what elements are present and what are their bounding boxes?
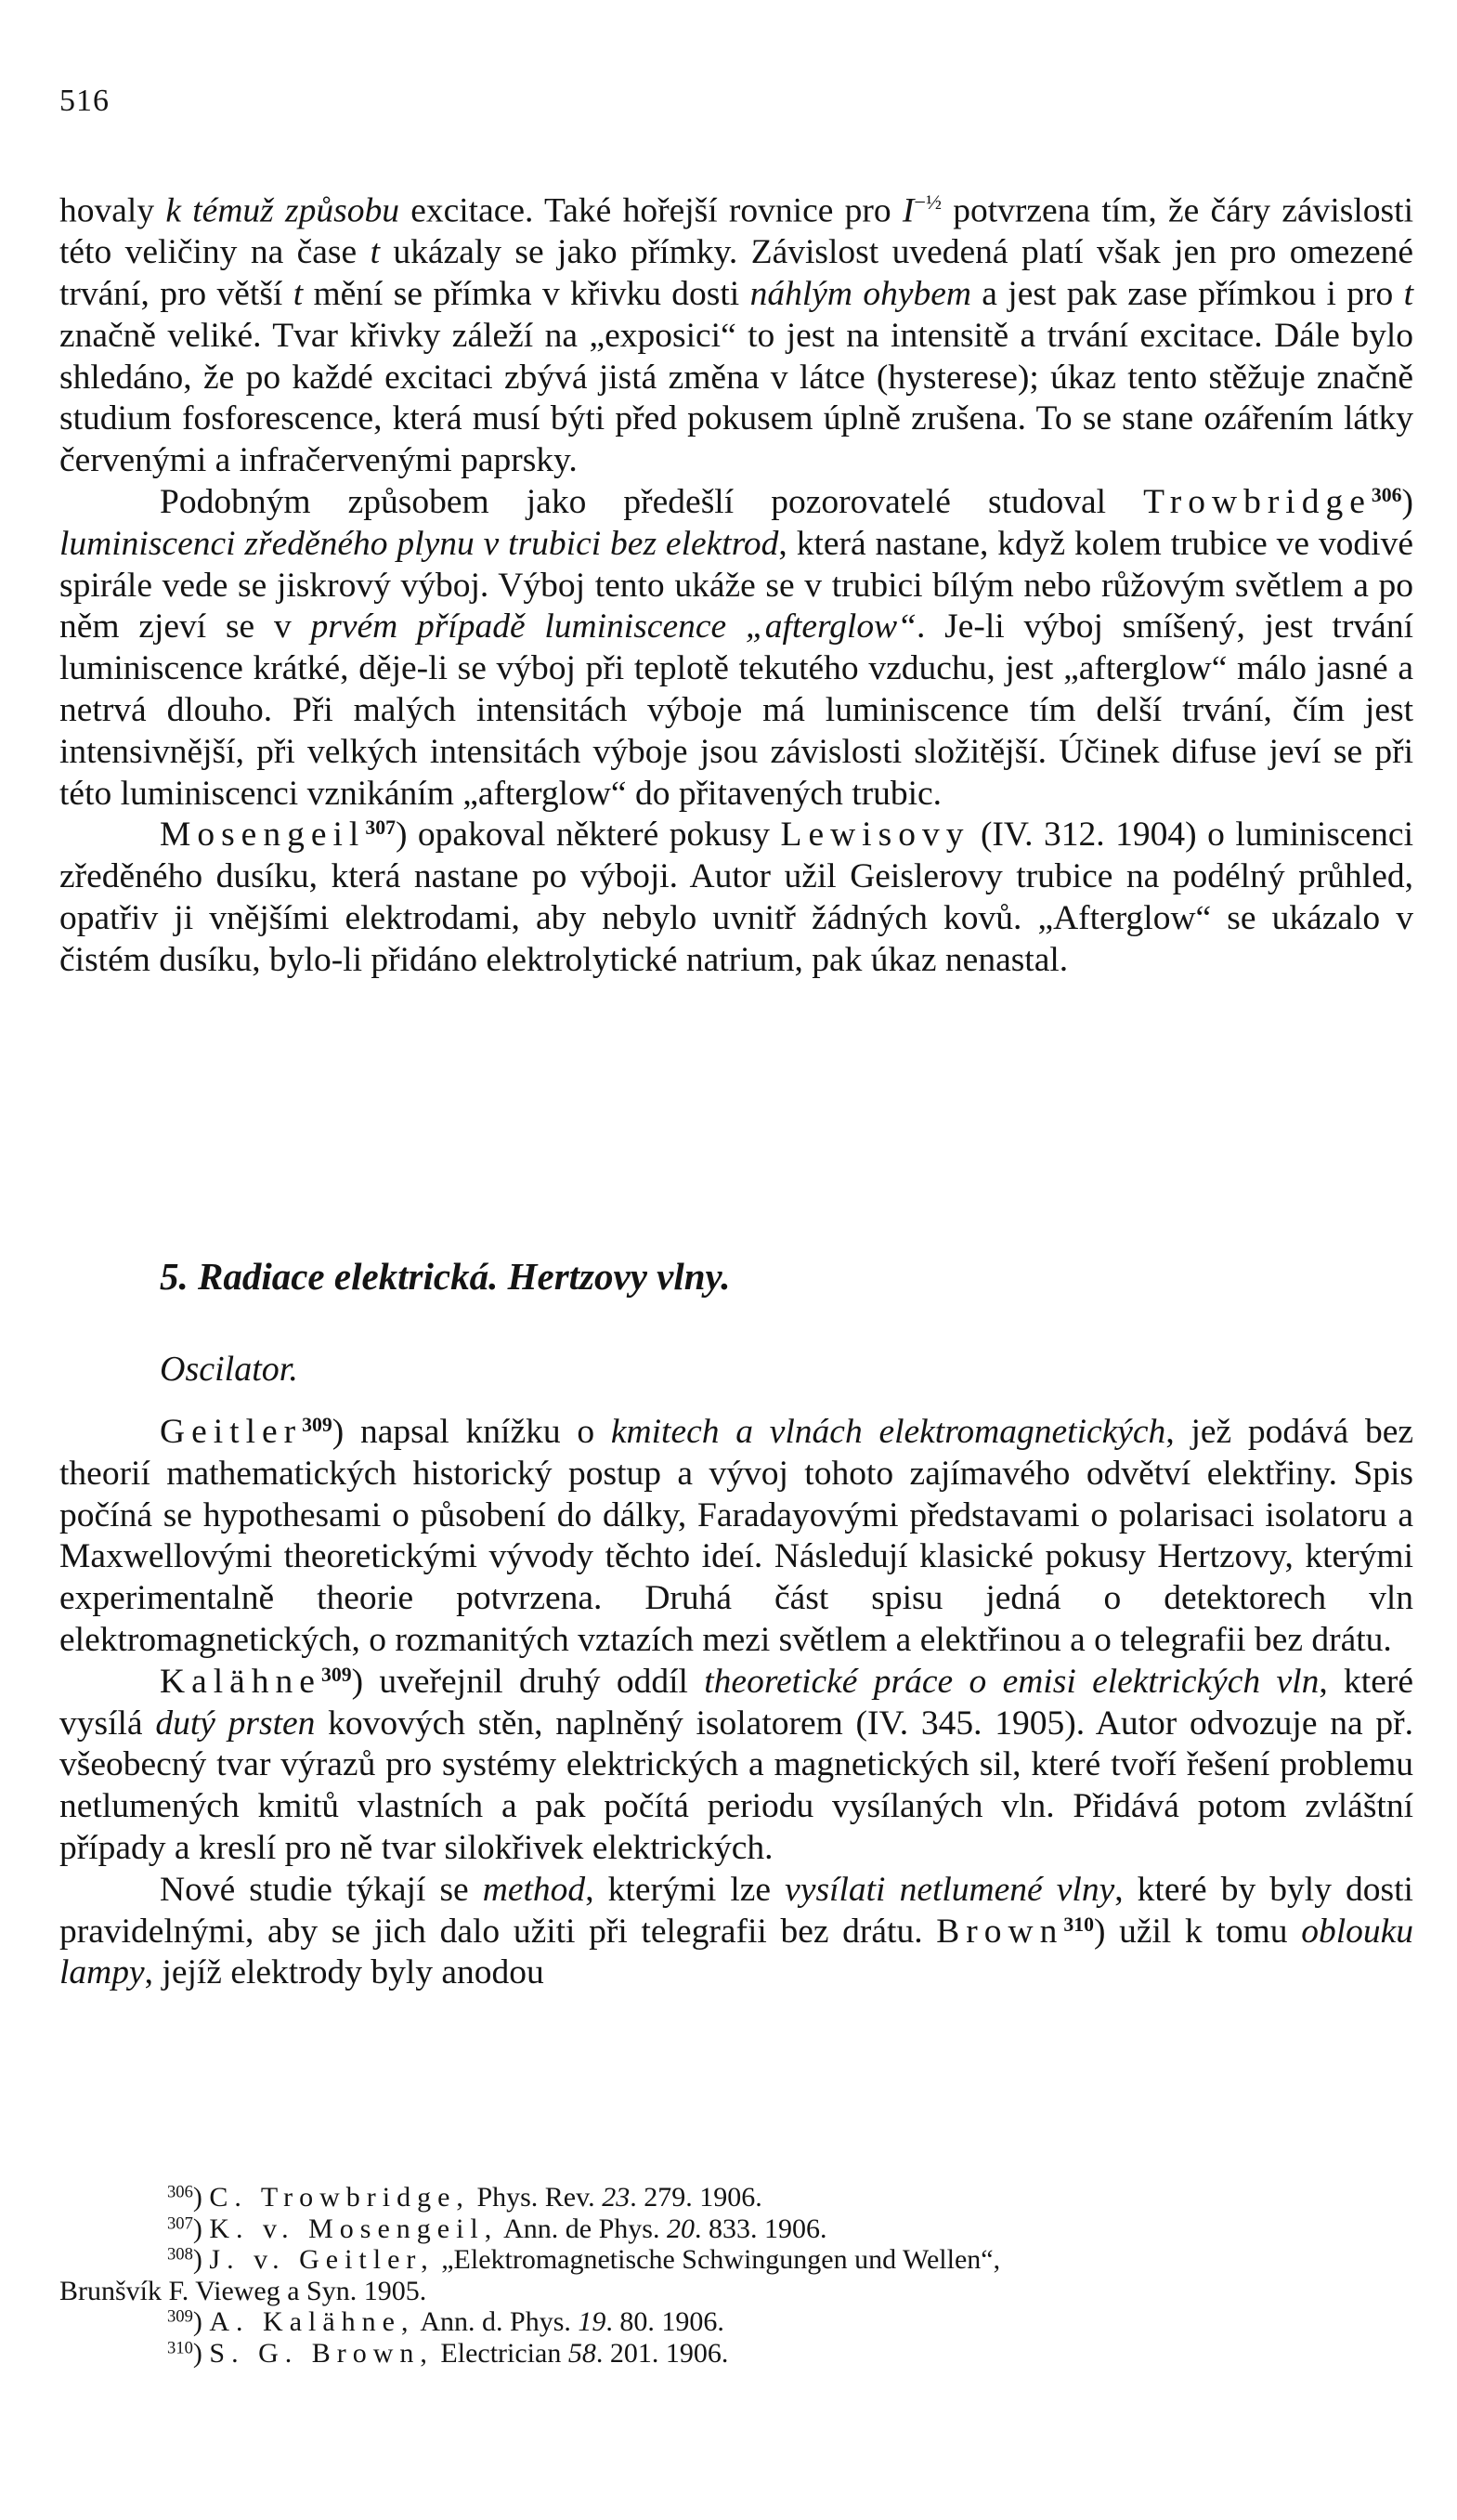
footnote-ref: 310 — [1063, 1913, 1094, 1936]
paragraph-trowbridge: Podobným způsobem jako předešlí pozorovatelé studoval Trowbridge$^{306}$) luminiscenci zředěného plynu v trubici bez elektrod, která nastane, když kolem trubice ve vodivé spirále vede se jiskrový výboj. Výboj tento ukáže se v trubici bílým nebo růžovým světlem a po něm zjeví se v prvém případě luminiscence „afterglow“. Je-li výboj smíšený, jest trvání luminiscence krátké, děje-li se výboj při teplotě tekutého vzduchu, jest „afterglow“ málo jasné a netrvá dlouho. Při malých intensitách výboje má luminiscence tím delší trvání, čím jest intensivnější, při velkých intensitách výboje jsou závislosti složitější. Účinek difuse jeví se při této luminiscenci vznikáním „afterglow“ do přitavených trubic. — [59, 483, 1413, 813]
footnote: $^{308}$) J. v. Geitler, „Elektromagnetische Schwingungen und Wellen“, — [167, 2244, 1001, 2275]
footnote-ref: 309 — [302, 1414, 332, 1437]
footnote: $^{309}$) A. Kalähne, Ann. d. Phys. 19. 80. 1906. — [167, 2306, 724, 2337]
body-text-upper — [59, 182, 1413, 982]
section-subheading: Oscilator. — [160, 1350, 298, 1389]
footnote-ref: 306 — [1371, 484, 1402, 507]
paragraph-mosengeil: Mosengeil$^{307}$) opakoval některé pokusy Lewisovy (IV. 312. 1904) o luminiscenci zředěného dusíku, která nastane po výboji. Autor užil Geislerovy trubice na podélný průhled, opatřiv ji vnějšími elektrodami, aby nebylo uvnitř žádných kovů. „Afterglow“ se ukázalo v čistém dusíku, bylo-li přidáno elektrolytické natrium, pak úkaz nenastal. — [59, 816, 1413, 979]
paragraph-geitler: Geitler$^{309}$) napsal knížku o kmitech a vlnách elektromagnetických, jež podává bez theorií mathematických historický postup a vývoj tohoto zajímavého odvětví elektřiny. Spis počíná se hypothesami o působení do dálky, Faradayovými představami o polarisaci isolatoru a Maxwellovými theoretickými vývody těchto ideí. Následují klasické pokusy Hertzovy, kterými experimentalně theorie potvrzena. Druhá část spisu jedná o detektorech vln elektromagnetických, o rozmanitých vztazích mezi světlem a elektřinou a o telegrafii bez drátu. — [59, 1413, 1413, 1659]
section-heading: 5. Radiace elektrická. Hertzovy vlny. — [160, 1255, 731, 1298]
body-text-lower — [59, 1412, 1413, 1994]
paragraph-kalahne: Kalähne$^{309}$) uveřejnil druhý oddíl theoretické práce o emisi elektrických vln, které vysílá dutý prsten kovových stěn, naplněný isolatorem (IV. 345. 1905). Autor odvozuje na př. všeobecný tvar výrazů pro systémy elektrických a magnetických sil, které tvoří řešení problemu netlumených kmitů vlastních a pak počítá periodu vysílaných vln. Přidává potom zvláštní případy a kreslí pro ně tvar silokřivek elektrických. — [59, 1662, 1413, 1867]
footnotes — [59, 2182, 1413, 2369]
footnote-ref: 309 — [320, 1663, 352, 1686]
footnote: $^{307}$) K. v. Mosengeil, Ann. de Phys. 20. 833. 1906. — [167, 2213, 827, 2244]
paragraph-new-studies: Nové studie týkají se method, kterými lze vysílati netlumené vlny, které by byly dosti pravidelnými, aby se jich dalo užiti při telegrafii bez drátu. Brown$^{310}$) užil k tomu oblouku lampy, jejíž elektrody byly anodou — [59, 1870, 1414, 1992]
footnote-ref: 307 — [365, 816, 396, 840]
footnote: $^{310}$) S. G. Brown, Electrician 58. 201. 1906. — [167, 2337, 729, 2369]
footnote: $^{306}$) C. Trowbridge, Phys. Rev. 23. 279. 1906. — [167, 2182, 762, 2213]
paragraph-continuation: hovaly k témuž způsobu excitace. Také hořejší rovnice pro $I^{-\frac{1}{2}}$ potvrzena tím, že čáry závislosti této veličiny na čase t ukázaly se jako přímky. Závislost uvedená platí však jen pro omezené trvání, pro větší t mění se přímka v křivku dosti náhlým ohybem a jest pak zase přímkou i pro t značně veliké. Tvar křivky záleží na „exposici“ to jest na intensitě a trvání excitace. Dále bylo shledáno, že po každé excitaci zbývá jistá změna v látce (hysterese); úkaz tento stěžuje značně studium fosforescence, která musí býti před pokusem úplně zrušena. To se stane ozářením látky červenými a infračervenými paprsky. — [59, 190, 1414, 480]
page-number: 516 — [59, 84, 110, 118]
footnote-continuation: Brunšvík F. Vieweg a Syn. 1905. — [59, 2275, 427, 2306]
